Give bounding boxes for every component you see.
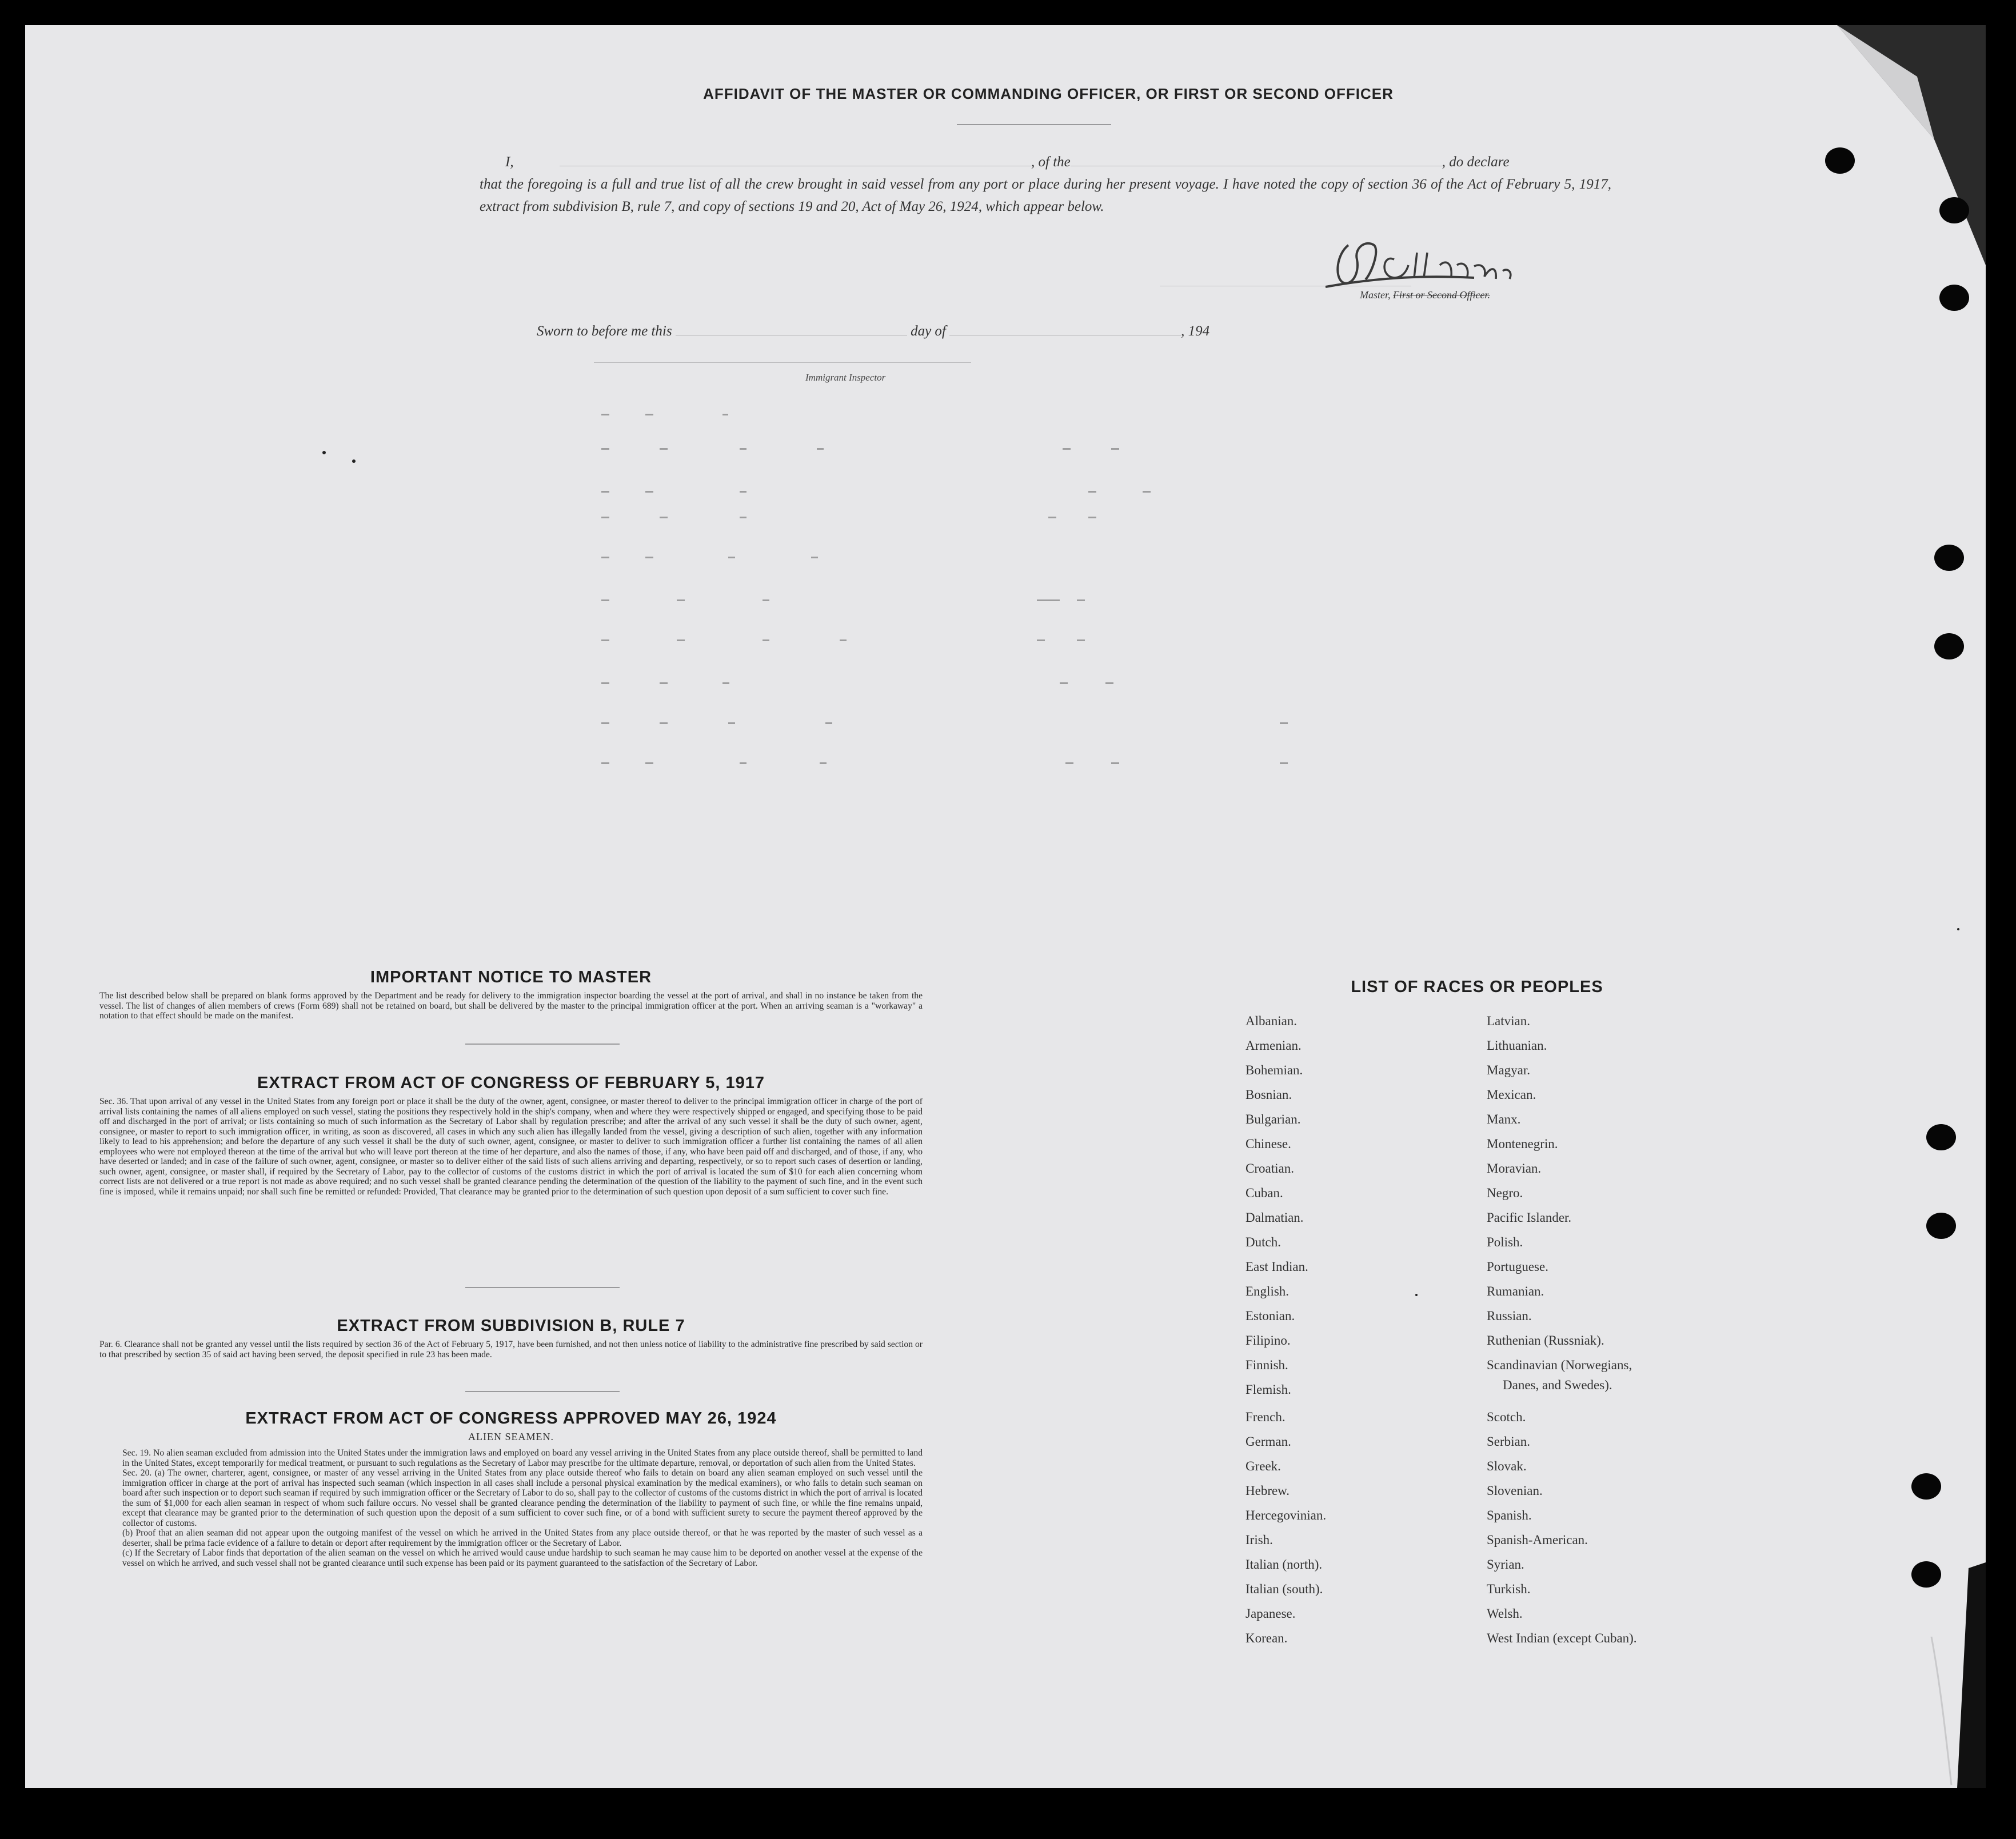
race-item: English. <box>1245 1284 1290 1298</box>
punch-hole <box>1939 197 1969 223</box>
affidavit-title: AFFIDAVIT OF THE MASTER OR COMMANDING OFFICER, OR FIRST OR SECOND OFFICER <box>703 85 1394 102</box>
races-title: LIST OF RACES OR PEOPLES <box>1351 978 1603 996</box>
race-item: Estonian. <box>1245 1309 1295 1323</box>
title-divider <box>957 124 1111 125</box>
race-item: Flemish. <box>1245 1382 1291 1397</box>
race-item: Spanish-American. <box>1487 1533 1588 1547</box>
sec-20b-paragraph: (b) Proof that an alien seaman did not appear upon the outgoing manifest of the vessel on which he arrived in the United States from any place outside thereof, or that he was reported by the master of such vessel as a deserter, shall be prima facie evidence of a failure to detain or deport after requirement by the immigration officer or the Secretary of Labor. <box>122 1528 923 1548</box>
sec-19-paragraph: Sec. 19. No alien seaman excluded from admission into the United States under the immigration laws and employed on board any vessel arriving in the United States from any place outside thereof, shall be permitted to land in the United States, except temporarily for medical treatment, or pursuant to such regulations as the Secretary of Labor may prescribe for the ultimate departure, removal, or deportation of such alien from the United States. <box>122 1448 923 1468</box>
act-1924-title: EXTRACT FROM ACT OF CONGRESS APPROVED MAY 26, 1924 <box>245 1409 777 1428</box>
race-item: Scandinavian (Norwegians, <box>1487 1358 1632 1372</box>
notice-text: The list described below shall be prepared on blank forms approved by the Department and be ready for delivery to the immigration inspector boarding the vessel at the port of arrival, and shall in no instance be taken from the vessel. The list of changes of alien members of crews (Form 689) shall not be retained on board, but shall be delivered by the master to the principal immigration officer at the port. When an arriving seaman is a "workaway" a notation to that effect should be made on the manifest. <box>99 991 923 1021</box>
race-item: Moravian. <box>1487 1161 1542 1176</box>
race-item: Bulgarian. <box>1245 1112 1301 1126</box>
race-item-continuation: Danes, and Swedes). <box>1503 1378 1612 1392</box>
sec-20c-paragraph: (c) If the Secretary of Labor finds that deportation of the alien seaman on the vessel on which he arrived would cause undue hardship to such seaman he may cause him to be deported on another vessel at the expense of the vessel on which he arrived, and such vessel shall not be granted clearance until such expense has been paid or its payment guaranteed to the satisfaction of the Secretary of Labor. <box>122 1548 923 1568</box>
race-item: Bohemian. <box>1245 1063 1303 1077</box>
ink-speck <box>1415 1294 1418 1296</box>
act-1924-text <box>99 1448 923 1568</box>
race-item: Syrian. <box>1487 1557 1524 1572</box>
race-item: Hebrew. <box>1245 1484 1290 1498</box>
punch-hole <box>1911 1561 1941 1588</box>
race-item: Filipino. <box>1245 1333 1291 1348</box>
race-item: Scotch. <box>1487 1410 1526 1424</box>
punch-hole <box>1825 147 1855 174</box>
act-1924-subtitle: ALIEN SEAMEN. <box>468 1431 554 1442</box>
sworn-day-of: day of <box>911 323 946 339</box>
race-item: Dalmatian. <box>1245 1210 1304 1225</box>
race-item: French. <box>1245 1410 1286 1424</box>
notice-title: IMPORTANT NOTICE TO MASTER <box>370 968 652 986</box>
race-item: Turkish. <box>1487 1582 1531 1596</box>
divider <box>465 1391 620 1392</box>
race-item: Polish. <box>1487 1235 1523 1249</box>
ink-speck <box>352 459 356 463</box>
declaration-i: I, <box>505 154 514 170</box>
inspector-signature-line <box>594 362 971 363</box>
act-1917-text: Sec. 36. That upon arrival of any vessel in the United States from any foreign port or place it shall be the duty of the owner, agent, consignee, or master thereof to deliver to the principal immigration officer in charge of the port of arrival lists containing the names of all aliens employed on such vessel, stating the positions they respectively hold in the ship's company, when and where they were respectively shipped or engaged, and specifying those to be paid off and discharged in the port of arrival; or lists containing so much of such information as the Secretary of Labor shall by regulation prescribe; and after the arrival of any such vessel it shall be the duty of such owner, agent, consignee, or master to report to such immigration officer, in writing, as soon as discovered, all cases in which any such alien has illegally landed from the vessel, giving a description of such alien, together with any information likely to lead to his apprehension; and before the departure of any such vessel it shall be the duty of such owner, agent, consignee, or master to deliver to such immigration officer a further list containing the names of all alien employees who were not employed thereon at the time of the arrival but who will leave port thereon at the time of her departure, and also the names of those, if any, who have been paid off and discharged, and of those, if any, who have deserted or landed; and in case of the failure of such owner, agent, consignee, or master so to deliver either of the said lists of such aliens arriving and departing, respectively, or so to report such cases of desertion or landing, such owner, agent, consignee, or master shall, if required by the Secretary of Labor, pay to the collector of customs of the customs district in which the port of arrival is located the sum of $10 for each alien concerning whom correct lists are not delivered or a true report is not made as above required; and no such vessel shall be granted clearance pending the determination of the question of the liability to the payment of such fine, and in the event such fine is imposed, while it remains unpaid; nor shall such fine be remitted or refunded: Provided, That clearance may be granted prior to the determination of such question upon deposit of a sum sufficient to cover such fine. <box>99 1097 923 1197</box>
race-item: Albanian. <box>1245 1014 1298 1028</box>
race-item: Greek. <box>1245 1459 1281 1473</box>
punch-hole <box>1911 1473 1941 1500</box>
signature-caption <box>1360 289 1490 301</box>
race-item: Croatian. <box>1245 1161 1294 1176</box>
declaration-of-the: , of the <box>1031 154 1071 170</box>
act-1917-title: EXTRACT FROM ACT OF CONGRESS OF FEBRUARY 5, 1917 <box>257 1074 765 1092</box>
sworn-prefix: Sworn to before me this <box>537 323 672 339</box>
declaration-first-line <box>480 151 1611 173</box>
race-item: Armenian. <box>1245 1038 1302 1053</box>
race-item: West Indian (except Cuban). <box>1487 1631 1637 1645</box>
declaration-text <box>480 151 1611 218</box>
inspector-caption: Immigrant Inspector <box>805 372 886 383</box>
rule-7-text: Par. 6. Clearance shall not be granted any vessel until the lists required by section 36 of the Act of February 5, 1917, have been furnished, and not then unless notice of liability to the administrative fine prescribed by said section or to that prescribed by section 35 of said act having been served, the deposit specified in rule 23 has been made. <box>99 1340 923 1360</box>
punch-hole <box>1926 1124 1956 1150</box>
race-item: Dutch. <box>1245 1235 1281 1249</box>
race-item: Serbian. <box>1487 1434 1531 1449</box>
race-item: Rumanian. <box>1487 1284 1544 1298</box>
race-item: Hercegovinian. <box>1245 1508 1327 1522</box>
officer-name-blank[interactable] <box>560 153 1031 166</box>
punch-hole <box>1926 1213 1956 1239</box>
declaration-body: that the foregoing is a full and true list of all the crew brought in said vessel from any port or place during her present voyage. I have noted the copy of section 36 of the Act of February 5, 1917, extract from subdivision B, rule 7, and copy of sections 19 and 20, Act of May 26, 1924, which appear below. <box>480 177 1611 214</box>
sec-20a-paragraph: Sec. 20. (a) The owner, charterer, agent, consignee, or master of any vessel arriving in the United States from any place outside thereof who fails to detain on board any alien seaman employed on such vessel until the immigration officer in charge at the port of arrival has inspected such seaman (which inspection in all cases shall include a personal physical examination by the medical examiners), or who fails to detain such seaman on board after such inspection or to deport such seaman if required by such immigration officer or the Secretary of Labor to do so, shall pay to the collector of customs of the customs district in which the port of arrival is located the sum of $1,000 for each alien seaman in respect of whom such failure occurs. No vessel shall be granted clearance pending the determination of the liability to payment of such fine, or while the fine remains unpaid, except that clearance may be granted prior to the determination of such question upon the deposit of a sum sufficient to cover such fine, or of a bond with sufficient surety to secure the payment thereof approved by the collector of customs. <box>122 1468 923 1528</box>
race-item: Italian (north). <box>1245 1557 1323 1572</box>
sworn-year: , 194 <box>1181 323 1210 339</box>
race-item: Slovak. <box>1487 1459 1527 1473</box>
punch-hole <box>1934 545 1964 571</box>
divider <box>465 1044 620 1045</box>
handwritten-signature <box>1303 219 1634 299</box>
race-item: Finnish. <box>1245 1358 1288 1372</box>
race-item: Portuguese. <box>1487 1260 1548 1274</box>
ink-speck <box>322 451 326 454</box>
race-item: Mexican. <box>1487 1088 1536 1102</box>
race-item: Spanish. <box>1487 1508 1532 1522</box>
race-item: Bosnian. <box>1245 1088 1292 1102</box>
race-item: Irish. <box>1245 1533 1273 1547</box>
race-item: Slovenian. <box>1487 1484 1543 1498</box>
sworn-line <box>537 322 1337 339</box>
race-item: Japanese. <box>1245 1606 1296 1621</box>
race-item: Latvian. <box>1487 1014 1530 1028</box>
divider <box>465 1287 620 1288</box>
punch-hole <box>1934 633 1964 659</box>
race-item: German. <box>1245 1434 1291 1449</box>
declaration-do-declare: , do declare <box>1442 154 1510 170</box>
signature-caption-master: Master, <box>1360 289 1391 301</box>
race-item: Ruthenian (Russniak). <box>1487 1333 1604 1348</box>
sworn-day-blank[interactable] <box>676 322 907 335</box>
race-item: Montenegrin. <box>1487 1137 1558 1151</box>
punch-hole <box>1939 285 1969 311</box>
race-item: Italian (south). <box>1245 1582 1323 1596</box>
race-item: Negro. <box>1487 1186 1523 1200</box>
signature-caption-struck: First or Second Officer. <box>1393 289 1490 301</box>
race-item: Magyar. <box>1487 1063 1531 1077</box>
race-item: Russian. <box>1487 1309 1532 1323</box>
race-item: East Indian. <box>1245 1260 1308 1274</box>
race-item: Lithuanian. <box>1487 1038 1547 1053</box>
form-page <box>25 25 1986 1788</box>
race-item: Pacific Islander. <box>1487 1210 1572 1225</box>
vessel-name-blank[interactable] <box>1071 153 1442 166</box>
race-item: Manx. <box>1487 1112 1521 1126</box>
race-item: Cuban. <box>1245 1186 1283 1200</box>
race-item: Welsh. <box>1487 1606 1523 1621</box>
race-item: Chinese. <box>1245 1137 1291 1151</box>
race-item: Korean. <box>1245 1631 1288 1645</box>
sworn-month-blank[interactable] <box>949 322 1181 335</box>
rule-7-title: EXTRACT FROM SUBDIVISION B, RULE 7 <box>337 1317 685 1335</box>
